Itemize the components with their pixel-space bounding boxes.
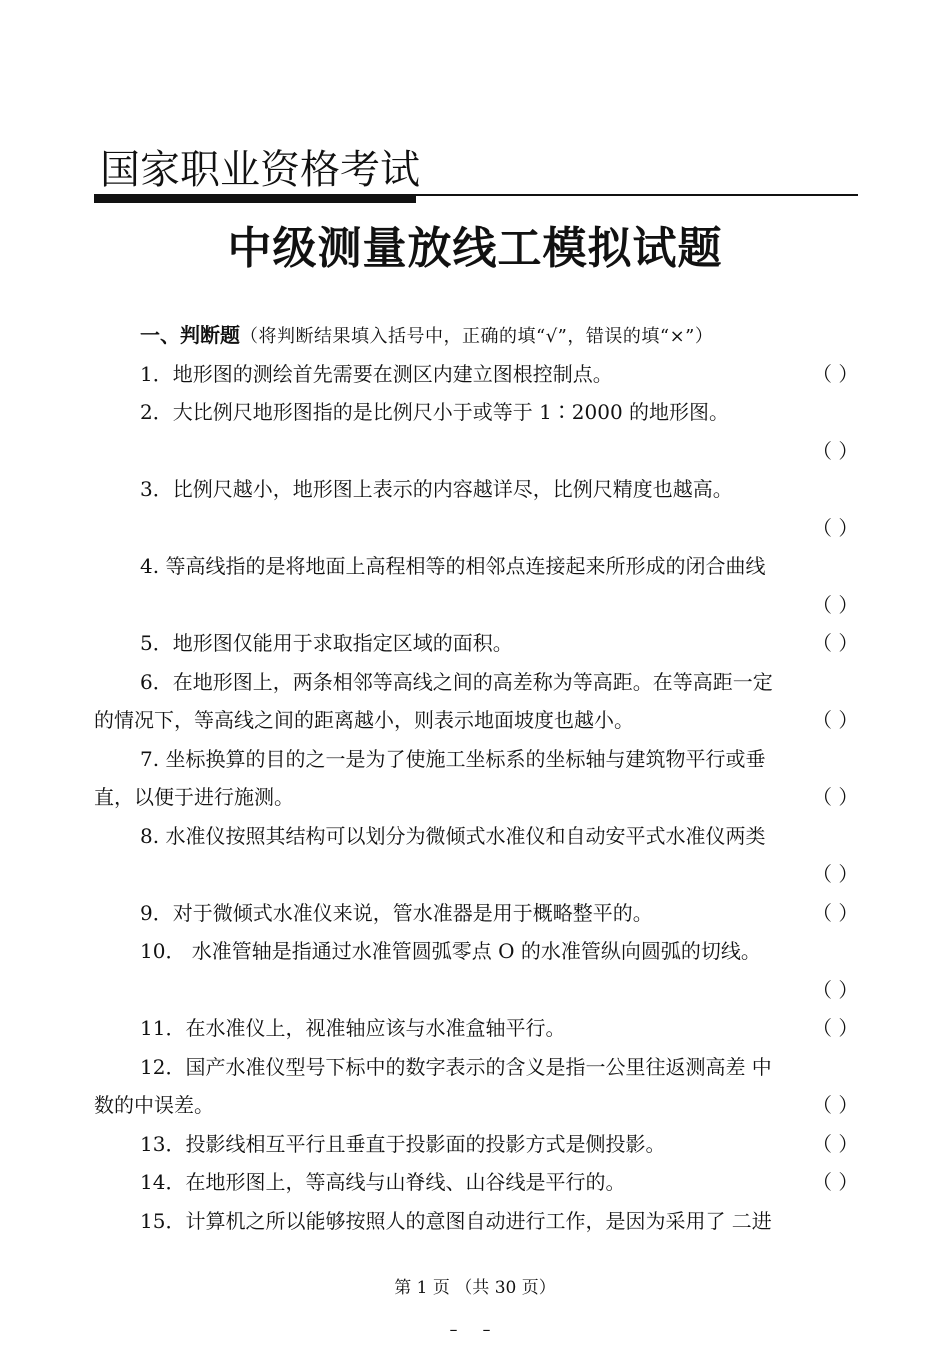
answer-blank: （ ） [812, 592, 859, 617]
answer-blank: （ ） [812, 1093, 859, 1117]
question-item [94, 355, 858, 394]
question-item-continuation [94, 778, 858, 817]
question-text: 3．比例尺越小，地形图上表示的内容越详尽，比例尺精度也越高。 [140, 477, 733, 501]
answer-blank: （ ） [812, 977, 859, 1002]
question-item-continuation [94, 432, 858, 471]
question-item [94, 932, 858, 971]
question-item-continuation [94, 586, 858, 625]
answer-blank: （ ） [812, 438, 859, 463]
question-item [94, 470, 858, 509]
question-item [94, 393, 858, 432]
question-item-continuation [94, 855, 858, 894]
question-text: 14．在地形图上，等高线与山脊线、山谷线是平行的。 [140, 1170, 626, 1194]
question-text: 5．地形图仅能用于求取指定区域的面积。 [140, 631, 513, 655]
section-label: 一、判断题 [140, 323, 240, 347]
answer-blank: （ ） [812, 515, 859, 540]
header-rule-accent [94, 195, 416, 203]
question-item [94, 1163, 858, 1202]
section-heading [94, 316, 858, 355]
question-text: 13．投影线相互平行且垂直于投影面的投影方式是侧投影。 [140, 1131, 666, 1156]
answer-blank: （ ） [812, 1131, 859, 1156]
question-text: 11．在水准仪上，视准轴应该与水准盒轴平行。 [140, 1016, 566, 1040]
question-text: 6．在地形图上，两条相邻等高线之间的高差称为等高距。在等高距一定 [140, 669, 773, 694]
question-item [94, 1009, 858, 1048]
question-text: 2．大比例尺地形图指的是比例尺小于或等于 1∶2000 的地形图。 [140, 400, 730, 424]
question-item [94, 894, 858, 933]
question-text: 8. 水准仪按照其结构可以划分为微倾式水准仪和自动安平式水准仪两类 [140, 823, 766, 848]
question-item [94, 817, 858, 856]
answer-blank: （ ） [812, 1170, 859, 1194]
answer-blank: （ ） [812, 361, 859, 386]
header-title: 国家职业资格考试 [100, 147, 420, 193]
question-list [94, 316, 858, 1240]
question-item-continuation [94, 1086, 858, 1125]
answer-blank: （ ） [812, 900, 859, 925]
question-item-continuation [94, 509, 858, 548]
question-item [94, 663, 858, 702]
question-text: 7. 坐标换算的目的之一是为了使施工坐标系的坐标轴与建筑物平行或垂 [140, 746, 766, 771]
question-text: 的情况下，等高线之间的距离越小，则表示地面坡度也越小。 [94, 708, 634, 732]
answer-blank: （ ） [812, 708, 859, 732]
question-item [94, 547, 858, 586]
question-item [94, 740, 858, 779]
section-instructions: （将判断结果填入括号中，正确的填“√”，错误的填“×”） [240, 326, 714, 347]
question-item [94, 1202, 858, 1241]
page-number: 第 1 页 （共 30 页） [394, 1278, 556, 1298]
question-text: 直，以便于进行施测。 [94, 785, 294, 809]
question-item-continuation [94, 701, 858, 740]
document-title: 中级测量放线工模拟试题 [227, 223, 723, 274]
question-text: 15．计算机之所以能够按照人的意图自动进行工作，是因为采用了 二进 [140, 1208, 772, 1233]
question-text: 10． 水准管轴是指通过水准管圆弧零点 O 的水准管纵向圆弧的切线。 [140, 939, 761, 963]
answer-blank: （ ） [812, 862, 859, 886]
question-item [94, 1048, 858, 1087]
bottom-mark: – – [449, 1320, 501, 1339]
answer-blank: （ ） [812, 1016, 859, 1040]
question-item [94, 624, 858, 663]
question-text: 9．对于微倾式水准仪来说，管水准器是用于概略整平的。 [140, 900, 653, 925]
answer-blank: （ ） [812, 631, 859, 655]
question-item-continuation [94, 971, 858, 1010]
answer-blank: （ ） [812, 785, 859, 809]
question-text: 1．地形图的测绘首先需要在测区内建立图根控制点。 [140, 361, 613, 386]
question-text: 4. 等高线指的是将地面上高程相等的相邻点连接起来所形成的闭合曲线 [140, 554, 766, 578]
question-item [94, 1125, 858, 1164]
question-text: 数的中误差。 [94, 1093, 214, 1117]
question-text: 12．国产水准仪型号下标中的数字表示的含义是指一公里往返测高差 中 [140, 1054, 772, 1079]
